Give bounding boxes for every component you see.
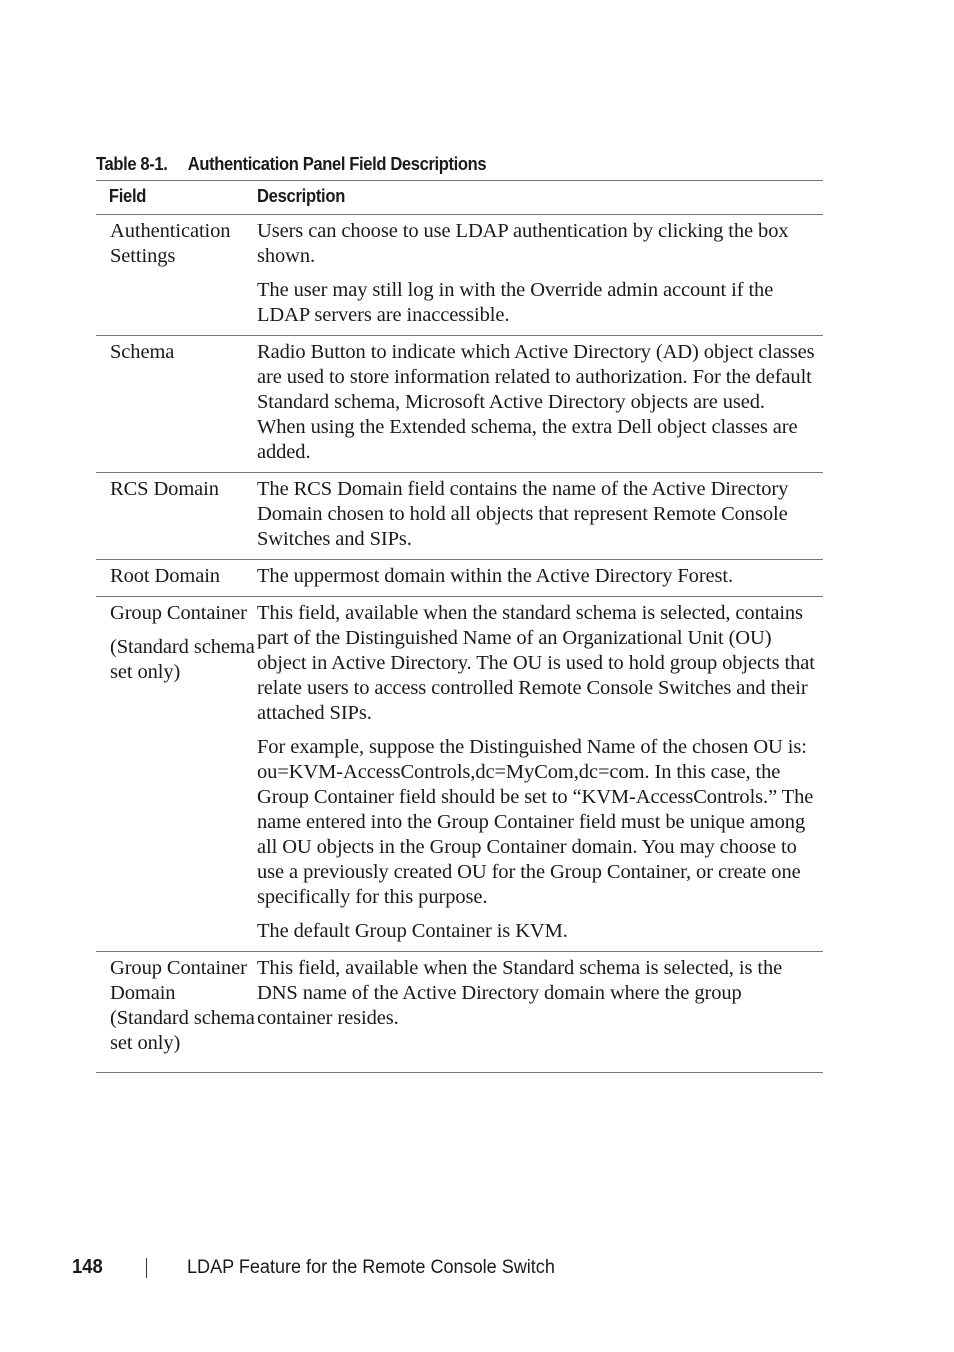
description-cell: [257, 219, 823, 328]
description-cell: [257, 340, 823, 465]
description-cell: [257, 477, 823, 552]
table-row: [96, 473, 823, 560]
field-cell: [96, 477, 257, 552]
field-name: Schema: [110, 341, 175, 363]
description-paragraph: Users can choose to use LDAP authentication by clicking the box shown.: [257, 220, 789, 267]
table-caption: [96, 154, 486, 175]
field-name: Group Container: [110, 602, 247, 624]
field-cell: [96, 601, 257, 944]
footer-divider: [146, 1258, 147, 1278]
description-cell: [257, 564, 823, 589]
page-footer: [72, 1256, 574, 1279]
table-title: Authentication Panel Field Descriptions: [187, 154, 487, 174]
description-paragraph: The uppermost domain within the Active Directory Forest.: [257, 565, 734, 587]
table-header-row: [96, 181, 823, 215]
field-cell: [96, 340, 257, 465]
description-paragraph: The default Group Container is KVM.: [257, 920, 568, 942]
running-title: LDAP Feature for the Remote Console Switch: [187, 1256, 555, 1278]
description-cell: [257, 956, 823, 1056]
field-description-table: [96, 180, 823, 1073]
table-row: [96, 336, 823, 473]
table-row: [96, 215, 823, 336]
field-name: Authentication Settings: [110, 220, 231, 267]
page-number: 148: [72, 1256, 103, 1278]
description-paragraph: For example, suppose the Distinguished Name of the chosen OU is: ou=KVM-AccessControls,dc=MyCom,dc=com. In this case, the Group Container field should be set to “KVM-AccessControls.” The name entered into the Group Container field must be unique among all OU objects in the Group Container domain. You may choose to use a previously created OU for the Group Container, or create one specifically for this purpose.: [257, 736, 814, 908]
description-paragraph: Radio Button to indicate which Active Directory (AD) object classes are used to store information related to authorization. For the default Standard schema, Microsoft Active Directory objects are used. When using the Extended schema, the extra Dell object classes are added.: [257, 341, 815, 463]
header-field: Field: [108, 186, 147, 206]
table-row: [96, 952, 823, 1073]
description-paragraph: This field, available when the Standard schema is selected, is the DNS name of the Active Directory domain where the group container resides.: [257, 957, 783, 1029]
table-row: [96, 560, 823, 597]
field-cell: [96, 219, 257, 328]
field-note: (Standard schema set only): [110, 636, 255, 683]
field-name: Root Domain: [110, 565, 220, 587]
description-paragraph: The user may still log in with the Override admin account if the LDAP servers are inaccessible.: [257, 279, 774, 326]
description-paragraph: The RCS Domain field contains the name of the Active Directory Domain chosen to hold all objects that represent Remote Console Switches and SIPs.: [257, 478, 789, 550]
description-paragraph: This field, available when the standard schema is selected, contains part of the Distinguished Name of an Organizational Unit (OU) object in Active Directory. The OU is used to hold group objects that relate users to access controlled Remote Console Switches and their attached SIPs.: [257, 602, 815, 724]
field-name: RCS Domain: [110, 478, 219, 500]
table-row: [96, 597, 823, 952]
description-cell: [257, 601, 823, 944]
field-cell: [96, 956, 257, 1056]
field-name: Group Container Domain (Standard schema set only): [110, 957, 255, 1054]
field-cell: [96, 564, 257, 589]
header-description: Description: [257, 186, 346, 206]
table-number: Table 8-1.: [96, 154, 168, 174]
